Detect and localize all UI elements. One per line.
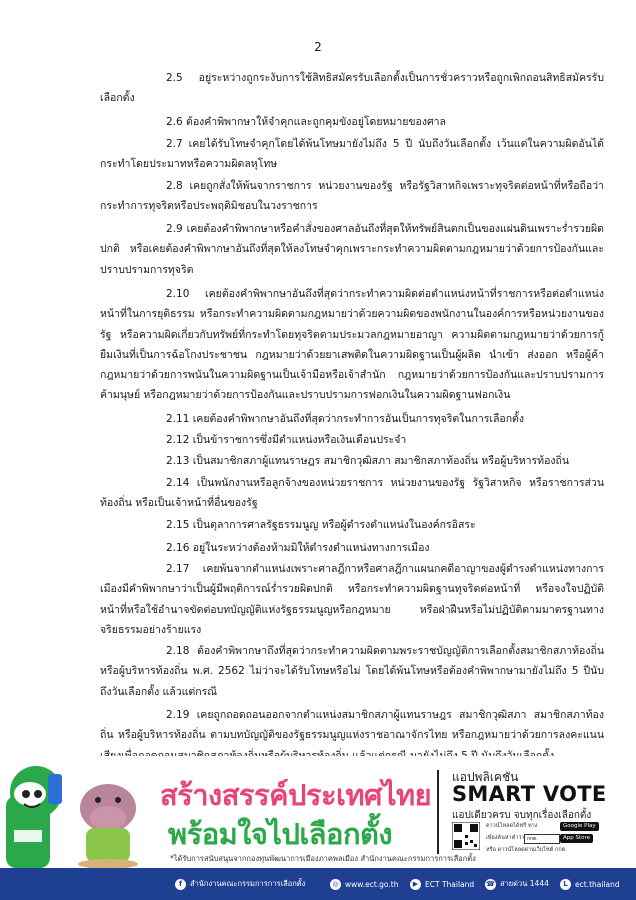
- clause-2-7: 2.7 เคยได้รับโทษจำคุกโดยได้พ้นโทษมายังไม่ถึง 5 ปี นับถึงวันเลือกตั้ง เว้นแต่ในความผิดอันได้กระทำโดยประมาทหรือความผิดลหุโทษ: [100, 138, 604, 171]
- footer-hotline[interactable]: ☎ สายด่วน 1444: [486, 879, 549, 888]
- google-play-badge[interactable]: Google Play: [560, 822, 599, 831]
- app-tagline: แอปเดียวครบ จบทุกเรื่องเลือกตั้ง: [452, 810, 592, 821]
- page-number: 2: [314, 40, 322, 54]
- footer-website[interactable]: ◎ www.ect.go.th: [330, 868, 398, 900]
- download-note: หรือ ดาวน์โหลดผ่านเว็บไซต์ กกต.: [486, 847, 567, 853]
- slogan-line-2: พร้อมใจไปเลือกตั้ง: [168, 817, 393, 851]
- support-note: *ได้รับการสนับสนุนจากกองทุนพัฒนาการเมืองภาคพลเมือง สำนักงานคณะกรรมการการเลือกตั้ง: [170, 854, 476, 863]
- footer-bar: [0, 868, 636, 900]
- clause-2-19: 2.19 เคยถูกถอดถอนออกจากตำแหน่งสมาชิกสภาผู้แทนราษฎร สมาชิกวุฒิสภา สมาชิกสภาท้องถิ่น หรือผู้บริหารท้องถิ่น ตามบทบัญญัติของรัฐธรรมนูญแห่งราชอาณาจักรไทย หรือกฎหมายว่าด้วยการลงคะแนน: [100, 709, 604, 742]
- clause-2-16: 2.16 อยู่ในระหว่างต้องห้ามมิให้ดำรงตำแหน่งทางการเมือง: [166, 542, 430, 554]
- clause-2-6: 2.6 ต้องคำพิพากษาให้จำคุกและถูกคุมขังอยู่โดยหมายของศาล: [166, 116, 446, 128]
- slogan-line-1: สร้างสรรค์ประเทศไทย: [160, 778, 432, 812]
- app-name: SMART VOTE: [452, 782, 607, 806]
- app-store-badge[interactable]: App Store: [560, 834, 593, 843]
- clause-2-14: 2.14 เป็นพนักงานหรือลูกจ้างของหน่วยราชการ หน่วยงานของรัฐ รัฐวิสาหกิจ หรือราชการส่วนท้องถิ่น หรือเป็นเจ้าหน้าที่อื่นของรัฐ: [100, 477, 604, 510]
- clause-2-12: 2.12 เป็นข้าราชการซึ่งมีตำแหน่งหรือเงินเดือนประจำ: [166, 434, 407, 446]
- footer-line[interactable]: L ect.thailand: [560, 868, 620, 900]
- mascot-illustration: [0, 756, 160, 868]
- campaign-banner: [0, 756, 636, 900]
- clause-2-17: 2.17 เคยพ้นจากตำแหน่งเพราะศาลฎีกาหรือศาลฎีกาแผนกคดีอาญาของผู้ดำรงตำแหน่งทางการเมืองมีคำพิพากษาว่าเป็นผู้มีพฤติการณ์ร่ำรวยผิดปกติ หรือกระทำความผิดฐานทุจริตต่อหน้าที่ หรือจงใจปฏิบัติหน้าที่หรือใช้อำนาจขัดต่อบทบัญญัติแห่งรัฐธรรมนูญหรือกฎหมาย หรือฝ่าฝืนหรือไม่ปฏิบัติตามมาตรฐานทางจริยธรรมอย่างร้ายแรง: [100, 563, 604, 636]
- facebook-icon: f: [175, 879, 186, 890]
- clause-2-18: 2.18 ต้องคำพิพากษาถึงที่สุดว่ากระทำความผิดตามพระราชบัญญัติการเลือกตั้งสมาชิกสภาท้องถิ่นหรือผู้บริหารท้องถิ่น พ.ศ. 2562 ไม่ว่าจะได้รับโทษหรือไม่ โดยได้พ้นโทษหรือต้องคำพิพากษามายังไม่ถึง 5 ปีนับถึงวันเลือกตั้ง แล้วแต่กรณี: [100, 645, 604, 698]
- globe-icon: ◎: [330, 879, 341, 890]
- app-label: แอปพลิเคชัน: [452, 770, 519, 784]
- clause-2-13: 2.13 เป็นสมาชิกสภาผู้แทนราษฎร สมาชิกวุฒิสภา สมาชิกสภาท้องถิ่น หรือผู้บริหารท้องถิ่น: [166, 455, 570, 467]
- search-text: เพียงค้นหาคำว่า: [486, 835, 525, 841]
- search-keyword-box: กกต.: [524, 834, 560, 844]
- clause-2-5: 2.5 อยู่ระหว่างถูกระงับการใช้สิทธิสมัครรับเลือกตั้งเป็นการชั่วคราวหรือถูกเพิกถอนสิทธิสมัครรับเลือกตั้ง: [100, 72, 604, 105]
- download-text: ดาวน์โหลดได้ฟรี ทาง: [486, 823, 538, 829]
- footer-social[interactable]: ▶ ECT Thailand: [410, 868, 474, 900]
- clause-2-15: 2.15 เป็นตุลาการศาลรัฐธรรมนูญ หรือผู้ดำรงตำแหน่งในองค์กรอิสระ: [166, 519, 476, 531]
- clause-2-9: 2.9 เคยต้องคำพิพากษาหรือคำสั่งของศาลอันถึงที่สุดให้ทรัพย์สินตกเป็นของแผ่นดินเพราะร่ำรวยผิดปกติ หรือเคยต้องคำพิพากษาอันถึงที่สุดให้ลงโทษจำคุกเพราะกระทำความผิดตามกฎหมายว่าด้วยการป้องกันและปราบปรามการทุจริต: [100, 223, 604, 276]
- clause-2-8: 2.8 เคยถูกสั่งให้พ้นจากราชการ หน่วยงานของรัฐ หรือรัฐวิสาหกิจเพราะทุจริตต่อหน้าที่หรือถือว่ากระทำการทุจริตหรือประพฤติมิชอบในวงราชการ: [100, 180, 604, 213]
- clause-2-11: 2.11 เคยต้องคำพิพากษาอันถึงที่สุดว่ากระทำการอันเป็นการทุจริตในการเลือกตั้ง: [166, 413, 524, 425]
- phone-icon: ☎: [486, 880, 495, 888]
- footer-office[interactable]: f สำนักงานคณะกรรมการการเลือกตั้ง: [175, 868, 305, 900]
- banner-divider: [437, 770, 439, 854]
- qr-code-icon[interactable]: [452, 822, 480, 850]
- line-icon: L: [560, 879, 571, 890]
- clause-2-10: 2.10 เคยต้องคำพิพากษาอันถึงที่สุดว่ากระทำความผิดต่อตำแหน่งหน้าที่ราชการหรือต่อตำแหน่งหน้าที่ในการยุติธรรม หรือกระทำความผิดตามกฎหมายว่าด้วยความผิดของพนักงานในองค์การหรือหน่วยงานของรัฐ หรือความผิดเกี่ยวกับทรัพย์ที่กระทำโดยทุจริตตามประมวลกฎหมายอาญา ความผิดตามกฎหมายว่าด้วยการกู้ยืมเงินที่เป็นการฉ้อโกงประชาชน กฎหมายว่าด้วยยาเสพติดในความผิดฐานเป็นผู้ผลิต นำเข้า ส่งออก หรือผู้ค้า กฎหมายว่าด้วยการพนันในความผิดฐานเป็นเจ้ามือหรือเจ้าสำนัก กฎหมายว่าด้วยการป้องกันและปราบปรามการค้ามนุษย์ หรือกฎหมายว่าด้วยการป้องกันและปราบปรามการฟอกเงินในความผิดฐานฟอกเงิน: [100, 288, 604, 402]
- play-icon: ▶: [410, 879, 421, 890]
